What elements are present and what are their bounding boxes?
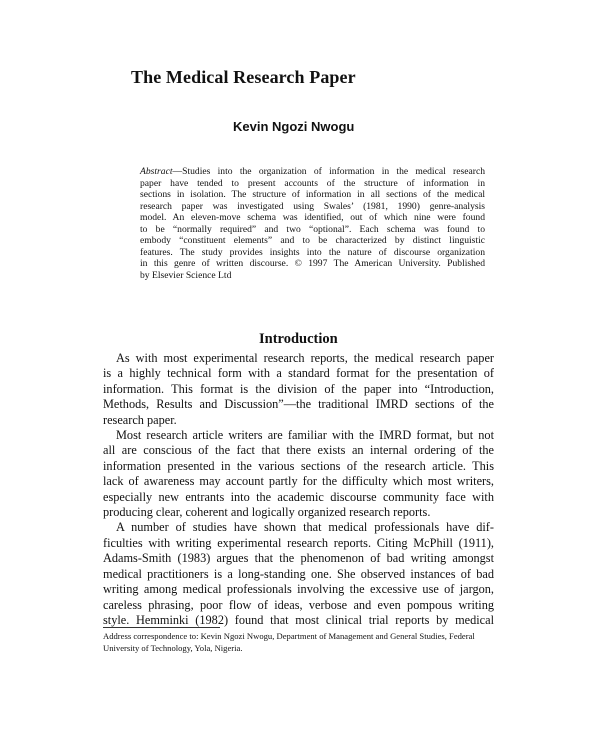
abstract-line: features. The study provides insights into the nature of discourse organization — [140, 246, 485, 258]
footnote — [103, 631, 494, 654]
abstract-block — [140, 166, 485, 281]
body-line: medical practitioners is a long-standing one. She observed instances of bad — [103, 566, 494, 581]
abstract-label: Abstract — [140, 166, 173, 177]
abstract-line: in this genre of written discourse. © 1997 The American University. Published — [140, 258, 485, 269]
footnote-divider — [103, 627, 220, 628]
abstract-line: research paper was investigated using Swales’ (1981, 1990) genre-analysis — [140, 200, 485, 212]
body-line: writing among medical professionals involving the excessive use of jargon, — [103, 582, 494, 597]
body-line: As with most experimental research reports, the medical research paper — [116, 351, 494, 365]
abstract-text: —Studies into the organization of information in the medical research — [172, 166, 485, 177]
body-line: Most research article writers are familiar with the IMRD format, but not — [116, 428, 494, 443]
introduction-body — [103, 351, 494, 628]
body-line: producing clear, coherent and logically organized research reports. — [103, 505, 431, 520]
body-line: style. Hemminki (1982) found that most clinical trial reports by medical — [103, 612, 494, 627]
body-line: information presented in the various sections of the research article. This — [103, 458, 494, 473]
body-line: lack of awareness may account partly for the difficulty which most writers, — [103, 474, 494, 489]
abstract-line: embody “constituent elements” and to be characterized by distinct linguistic — [140, 235, 485, 246]
footnote-line: University of Technology, Yola, Nigeria. — [103, 642, 243, 653]
body-line: research paper. — [103, 412, 177, 427]
paper-author: Kevin Ngozi Nwogu — [233, 119, 355, 134]
abstract-line — [140, 166, 485, 178]
abstract-line: to be “normally required” and two “optional”. Each schema was found to — [140, 223, 485, 235]
body-line: all are conscious of the fact that there exists an internal ordering of the — [103, 443, 494, 458]
body-line: A number of studies have shown that medical professionals have dif- — [116, 520, 494, 535]
footnote-line: Address correspondence to: Kevin Ngozi Nwogu, Department of Management and General Studies, Federal — [103, 631, 475, 641]
abstract-line: model. An eleven-move schema was identified, out of which nine were found — [140, 212, 485, 223]
body-line: Methods, Results and Discussion”—the traditional IMRD sections of the — [103, 397, 494, 412]
body-line: ficulties with writing experimental research reports. Citing McPhill (1911), — [103, 535, 494, 550]
body-line: information. This format is the division of the paper into “Introduction, — [103, 381, 494, 396]
abstract-line: paper have tended to present accounts of the structure of information in — [140, 177, 485, 189]
abstract-line: sections in isolation. The structure of information in all sections of the medical — [140, 189, 485, 200]
body-line: Adams-Smith (1983) argues that the phenomenon of bad writing amongst — [103, 551, 494, 566]
section-heading-introduction: Introduction — [259, 331, 338, 347]
abstract-line: by Elsevier Science Ltd — [140, 269, 232, 281]
body-line: especially new entrants into the academic discourse community face with — [103, 489, 494, 504]
paper-title: The Medical Research Paper — [131, 67, 356, 87]
body-line: careless phrasing, poor flow of ideas, verbose and even pompous writing — [103, 597, 494, 612]
body-line: is a highly technical form with a standard format for the presentation of — [103, 366, 494, 381]
